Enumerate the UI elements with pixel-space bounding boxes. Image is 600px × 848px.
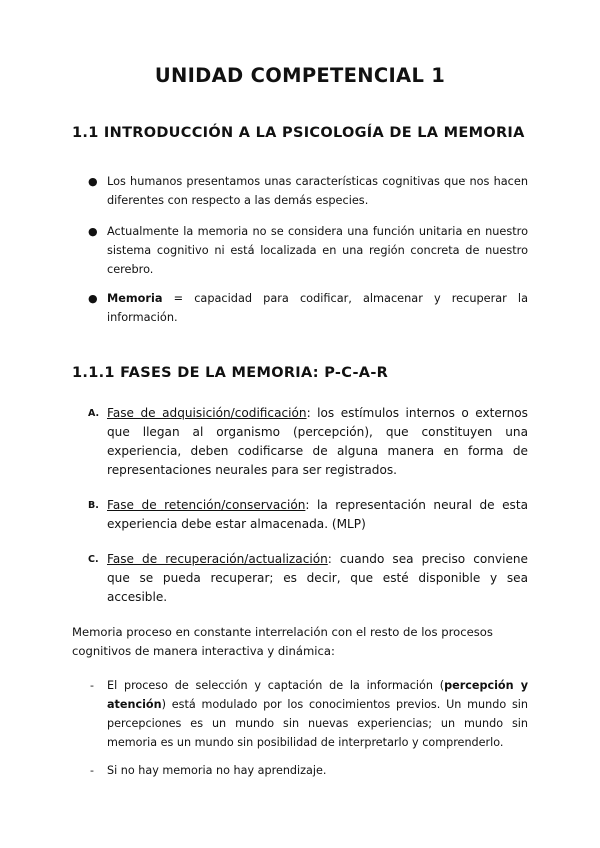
phase-description: : los estímulos internos o externos que llegan al organismo (percepción), que constituyen una experiencia, deben codificarse de alguna manera en forma de representaciones neurales para ser registrados. xyxy=(107,406,528,477)
dash-item xyxy=(90,761,528,780)
phase-marker: B. xyxy=(88,500,99,511)
phase-item-b xyxy=(88,496,528,534)
dash-text-start: El proceso de selección y captación de la información ( xyxy=(107,679,445,692)
bullet-item xyxy=(90,172,528,210)
dash-text: Si no hay memoria no hay aprendizaje. xyxy=(107,764,327,777)
page-title: UNIDAD COMPETENCIAL 1 xyxy=(154,64,446,87)
dash-marker: - xyxy=(90,679,94,692)
bullet-text xyxy=(107,289,528,327)
dash-marker: - xyxy=(90,764,94,777)
phase-description: : cuando sea preciso conviene que se pueda recuperar; es decir, que esté disponible y sea accesible. xyxy=(107,552,528,604)
phase-text xyxy=(107,496,528,534)
dash-item xyxy=(90,676,528,752)
phase-description: : la representación neural de esta experiencia debe estar almacenada. (MLP) xyxy=(107,498,528,531)
bullet-icon: ● xyxy=(88,225,98,238)
phase-text xyxy=(107,550,528,607)
phase-title: Fase de adquisición/codificación xyxy=(107,406,307,420)
phase-title: Fase de retención/conservación xyxy=(107,498,306,512)
bullet-text: Los humanos presentamos unas características cognitivas que nos hacen diferentes con respecto a las demás especies. xyxy=(107,175,528,207)
bullet-text: Actualmente la memoria no se considera una función unitaria en nuestro sistema cognitivo ni está localizada en una región concreta de nuestro cerebro. xyxy=(107,225,528,276)
phase-title: Fase de recuperación/actualización xyxy=(107,552,328,566)
dash-text-end: ) está modulado por los conocimientos previos. Un mundo sin percepciones es un mundo sin nuevas experiencias; un mundo sin memoria es un mundo sin posibilidad de interpretarlo y comprenderlo. xyxy=(107,698,528,749)
dash-text xyxy=(107,676,528,752)
phase-marker: A. xyxy=(88,408,100,419)
bullet-item xyxy=(90,289,528,327)
phase-marker: C. xyxy=(88,554,99,565)
bullet-icon: ● xyxy=(88,292,98,305)
phase-item-a xyxy=(88,404,528,480)
bullet-item xyxy=(90,222,528,279)
section-heading-introduccion: 1.1 INTRODUCCIÓN A LA PSICOLOGÍA DE LA MEMORIA xyxy=(72,125,525,141)
phase-text xyxy=(107,404,528,480)
term-memoria: Memoria xyxy=(107,292,163,305)
bullet-icon: ● xyxy=(88,175,98,188)
phase-item-c xyxy=(88,550,528,607)
body-paragraph: Memoria proceso en constante interrelación con el resto de los procesos cognitivos de manera interactiva y dinámica: xyxy=(72,625,493,658)
highlight-percepcion-atencion: percepción y atención xyxy=(107,679,528,711)
section-heading-fases: 1.1.1 FASES DE LA MEMORIA: P-C-A-R xyxy=(72,365,389,381)
definition-text: = capacidad para codificar, almacenar y recuperar la información. xyxy=(107,292,528,324)
